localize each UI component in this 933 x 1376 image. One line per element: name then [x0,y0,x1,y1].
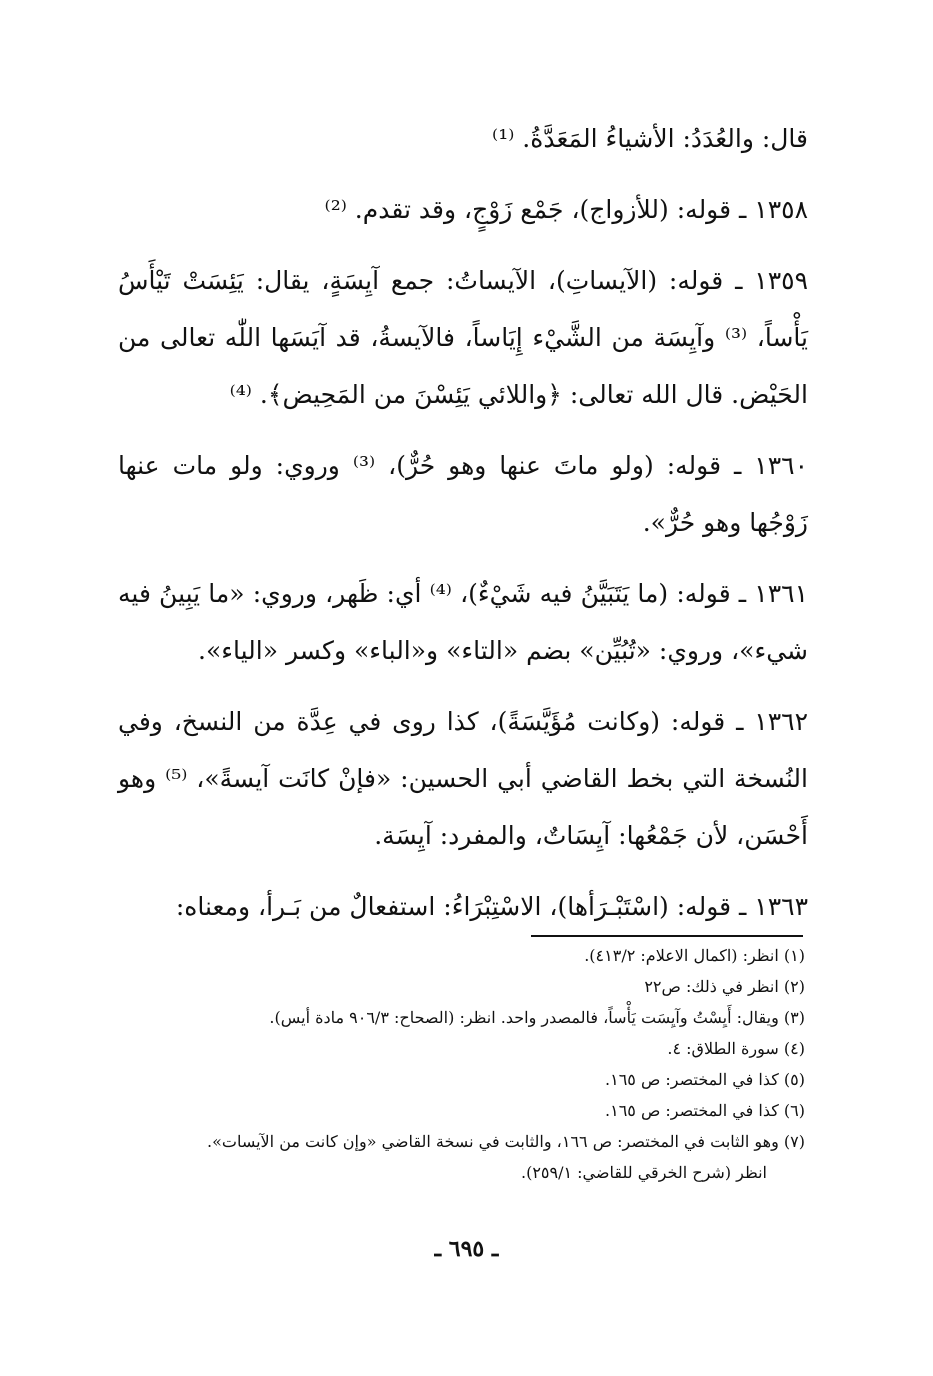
paragraph-1363: ١٣٦٣ ـ قوله: (اسْتَبْـرَأها)، الاسْتِبْرَاءُ: استفعالٌ من بَـرأ، ومعناه: [175,892,808,921]
footnote-2: (٢) انظر في ذلك: ص٢٢ [644,977,805,996]
paragraph-1358: ١٣٥٨ ـ قوله: (للأزواج)، جَمْع زَوْجٍ، وقد تقدم. ⁽²⁾ [324,195,808,224]
main-text [118,110,808,949]
footnote-5: (٥) كذا في المختصر: ص ١٦٥. [605,1070,805,1089]
footnote-7: (٧) وهو الثابت في المختصر: ص ١٦٦، والثابت في نسخة القاضي «وإن كانت من الآيسات». [207,1132,805,1151]
footnote-4: (٤) سورة الطلاق: ٤. [667,1039,805,1058]
page-number: ـ ٦٩٥ ـ [434,1236,499,1262]
paragraph-1362: ١٣٦٢ ـ قوله: (وكانت مُؤَيَّسَةً)، كذا روى في عِدَّة من النسخ، وفي النُسخة التي بخط القاضي أبي الحسين: «فإنْ كانَت آيسةً»، ⁽⁵⁾ وهو أَحْسَن، لأن جَمْعُها: آيِسَاتٌ، والمفرد: آيِسَة. [118,707,808,850]
footnote-7-continuation: انظر (شرح الخرقي للقاضي: ٢٥٩/١). [520,1163,767,1182]
paragraph-1361: ١٣٦١ ـ قوله: (ما يَتَبَيَّنُ فيه شَيْءٌ)، ⁽⁴⁾ أي: ظَهر، وروي: «ما يَبِينُ فيه شيء»، وروي: «تُبُيِّن» بضم «التاء» و«الباء» وكسر «الياء». [118,579,808,665]
paragraph-1360: ١٣٦٠ ـ قوله: (ولو ماتَ عنها وهو حُرٌّ)، ⁽³⁾ وروي: ولو مات عنها زَوْجُها وهو حُرٌّ». [118,451,809,537]
footnote-divider [531,935,803,937]
paragraph-intro: قال: والعُدَدُ: الأشياءُ المَعَدَّةُ. ⁽¹⁾ [492,124,808,153]
footnote-6: (٦) كذا في المختصر: ص ١٦٥. [605,1101,805,1120]
paragraph-1359: ١٣٥٩ ـ قوله: (الآيساتِ)، الآيساتُ: جمع آيِسَةٍ، يقال: يَئِسَتْ تَيْأَسُ يَأْساً، ⁽³⁾ وآيِسَة من الشَّيْء إِيَاساً، فالآيسةُ، قد آيَسَها اللّٰه تعالى من الحَيْض. قال الله تعالى: ﴿واللائي يَئِسْنَ من المَحِيض﴾. ⁽⁴⁾ [118,266,809,409]
footnote-1: (١) انظر: (اكمال الاعلام: ٤١٣/٢). [584,946,805,965]
footnotes [105,940,805,1188]
footnote-3: (٣) ويقال: أَيِسْتُ وآيِسَت يَأْساً، فالمصدر واحد. انظر: (الصحاح: ٩٠٦/٣ مادة أيس). [269,1008,805,1027]
